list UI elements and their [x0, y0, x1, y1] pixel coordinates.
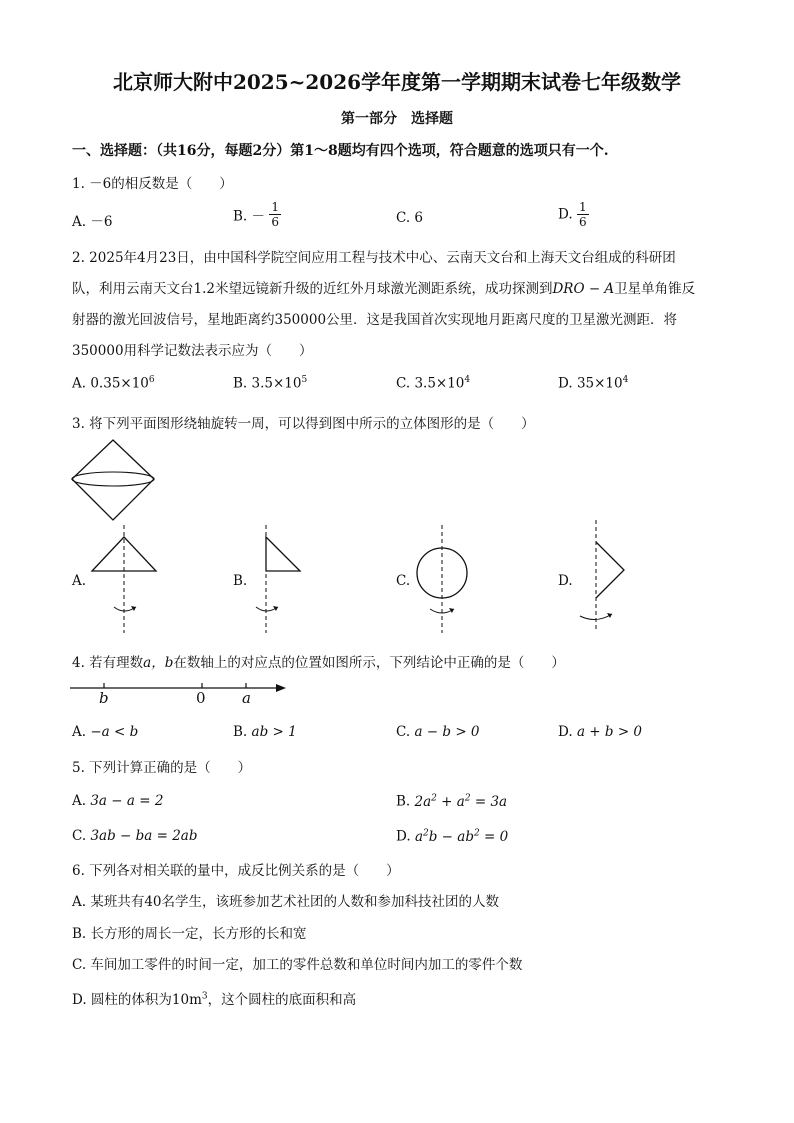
- q1-d-denominator: 6: [578, 215, 587, 229]
- part-heading: 第一部分 选择题: [341, 111, 453, 127]
- q4-option-a: [72, 724, 138, 740]
- q3-option-c-figure: [412, 525, 492, 635]
- page-title: 北京师大附中2025~2026学年度第一学期期末试卷七年级数学: [112, 70, 682, 94]
- q5-c-expression: 3ab − ba = 2ab: [90, 828, 198, 844]
- q5-b-part-2: + a: [436, 793, 465, 810]
- q2-line-2-math: DRO − A: [552, 281, 615, 297]
- q4-stem-vars: a，b: [143, 655, 174, 671]
- q5-d-expression: [415, 829, 508, 845]
- q3-option-c-label: C.: [396, 573, 411, 589]
- q2-line-4: 350000用科学记数法表示应为（ ）: [72, 343, 313, 359]
- q4-a-expression: −a < b: [90, 724, 139, 740]
- q4-option-c: [396, 724, 480, 740]
- q3-option-d-figure: [574, 520, 654, 635]
- q5-b-exp-1: 2: [431, 793, 437, 803]
- q1-option-d-fraction: [577, 200, 589, 229]
- q5-option-a: [72, 793, 163, 809]
- q2-c-label: C.: [396, 375, 411, 392]
- q1-option-c: C. 6: [396, 210, 424, 226]
- q3-option-b-figure: [248, 525, 328, 635]
- q5-b-part-1: 2a: [414, 793, 432, 810]
- q1-b-denominator: 6: [271, 215, 279, 229]
- q4-option-b: [233, 724, 297, 740]
- q1-option-b: [233, 200, 281, 229]
- q2-d-label: D.: [558, 375, 573, 392]
- q6-d-exponent: 3: [201, 991, 208, 1002]
- q2-b-exponent: 5: [301, 375, 308, 385]
- q1-b-numerator: 1: [271, 200, 279, 214]
- q4-stem-pre: 4. 若有理数: [72, 655, 144, 671]
- q6-option-b: B. 长方形的周长一定，长方形的长和宽: [72, 926, 307, 942]
- q2-c-value: 3.5×10: [414, 375, 465, 392]
- q1-option-b-fraction: [269, 200, 281, 229]
- q5-a-label: A.: [72, 793, 87, 809]
- q2-line-2: [72, 277, 695, 297]
- q5-option-b: [396, 793, 507, 810]
- number-line-label-b: b: [99, 689, 109, 707]
- q5-d-part-1: a: [414, 828, 423, 845]
- q2-line-2-text: 队，利用云南天文台1.2米望远镜新升级的近红外月球激光测距系统，成功探测到: [72, 281, 553, 297]
- q6-d-pre: D. 圆柱的体积为10m: [72, 992, 202, 1008]
- q3-option-a-figure: [86, 525, 166, 635]
- q2-b-value: 3.5×10: [251, 375, 302, 392]
- q2-line-1: 2. 2025年4月23日，由中国科学院空间应用工程与技术中心、云南天文台和上海天文台组成的科研团: [72, 250, 676, 266]
- q3-option-d-label: D.: [558, 573, 573, 589]
- q1-option-d: [558, 200, 589, 229]
- q5-d-part-2: b − ab: [428, 828, 474, 845]
- q4-c-expression: a − b > 0: [414, 724, 480, 740]
- q4-d-expression: a + b > 0: [576, 724, 643, 740]
- q4-stem: [72, 651, 565, 671]
- q2-c-exponent: 4: [464, 375, 471, 385]
- q6-stem: 6. 下列各对相关联的量中，成反比例关系的是（ ）: [72, 863, 400, 879]
- q3-stem: 3. 将下列平面图形绕轴旋转一周，可以得到图中所示的立体图形的是（ ）: [72, 416, 535, 432]
- q2-d-value: 35×10: [576, 375, 623, 392]
- q5-b-expression: [415, 794, 508, 810]
- q6-d-post: ，这个圆柱的底面积和高: [207, 992, 357, 1008]
- q5-option-d: [396, 828, 508, 845]
- q4-b-label: B.: [233, 724, 248, 740]
- q2-a-exponent: 6: [148, 375, 155, 385]
- q5-d-exp-2: 2: [473, 828, 480, 838]
- q3-option-a-label: A.: [72, 573, 87, 589]
- q5-d-exp-1: 2: [423, 828, 429, 838]
- q2-option-c: [396, 375, 470, 392]
- q3-option-b-label: B.: [233, 573, 248, 589]
- q1-option-d-prefix: D.: [558, 206, 573, 223]
- q2-option-b: [233, 375, 307, 392]
- q5-a-expression: 3a − a = 2: [90, 793, 164, 809]
- q2-d-exponent: 4: [622, 375, 629, 385]
- q4-a-label: A.: [72, 724, 87, 740]
- q5-d-label: D.: [396, 828, 411, 845]
- q1-stem: 1. －6的相反数是（ ）: [72, 176, 233, 192]
- q4-b-expression: ab > 1: [251, 724, 297, 740]
- q5-b-label: B.: [396, 793, 411, 810]
- q5-stem: 5. 下列计算正确的是（ ）: [72, 760, 252, 776]
- number-line-label-a: a: [242, 689, 251, 707]
- q2-line-2-end: 卫星单角锥反: [614, 281, 696, 297]
- q4-d-label: D.: [558, 724, 573, 740]
- section-heading: 一、选择题：（共16分，每题2分）第1～8题均有四个选项，符合题意的选项只有一个.: [72, 143, 609, 159]
- q4-option-d: [558, 724, 642, 740]
- q1-d-numerator: 1: [578, 200, 587, 214]
- q6-option-a: A. 某班共有40名学生，该班参加艺术社团的人数和参加科技社团的人数: [72, 894, 500, 910]
- q2-a-label: A.: [72, 375, 87, 392]
- q5-d-part-3: = 0: [479, 828, 509, 845]
- q2-b-label: B.: [233, 375, 248, 392]
- q2-option-d: [558, 375, 628, 392]
- q1-option-b-prefix: B. －: [233, 208, 266, 225]
- q4-c-label: C.: [396, 724, 411, 740]
- q6-option-d: [72, 988, 356, 1008]
- q4-stem-post: 在数轴上的对应点的位置如图所示，下列结论中正确的是（ ）: [173, 655, 565, 671]
- q2-a-value: 0.35×10: [90, 375, 149, 392]
- number-line-label-0: 0: [196, 689, 206, 707]
- q2-line-3: 射器的激光回波信号，星地距离约350000公里．这是我国首次实现地月距离尺度的卫星激光测距．将: [72, 312, 678, 328]
- q6-option-c: C. 车间加工零件的时间一定，加工的零件总数和单位时间内加工的零件个数: [72, 957, 523, 973]
- q1-option-a: A. －6: [72, 214, 113, 230]
- q5-option-c: [72, 828, 197, 844]
- double-cone-figure: [70, 438, 156, 522]
- q5-c-label: C.: [72, 828, 87, 844]
- q2-option-a: [72, 375, 155, 392]
- q5-b-part-3: = 3a: [470, 793, 508, 810]
- q5-b-exp-2: 2: [464, 793, 471, 803]
